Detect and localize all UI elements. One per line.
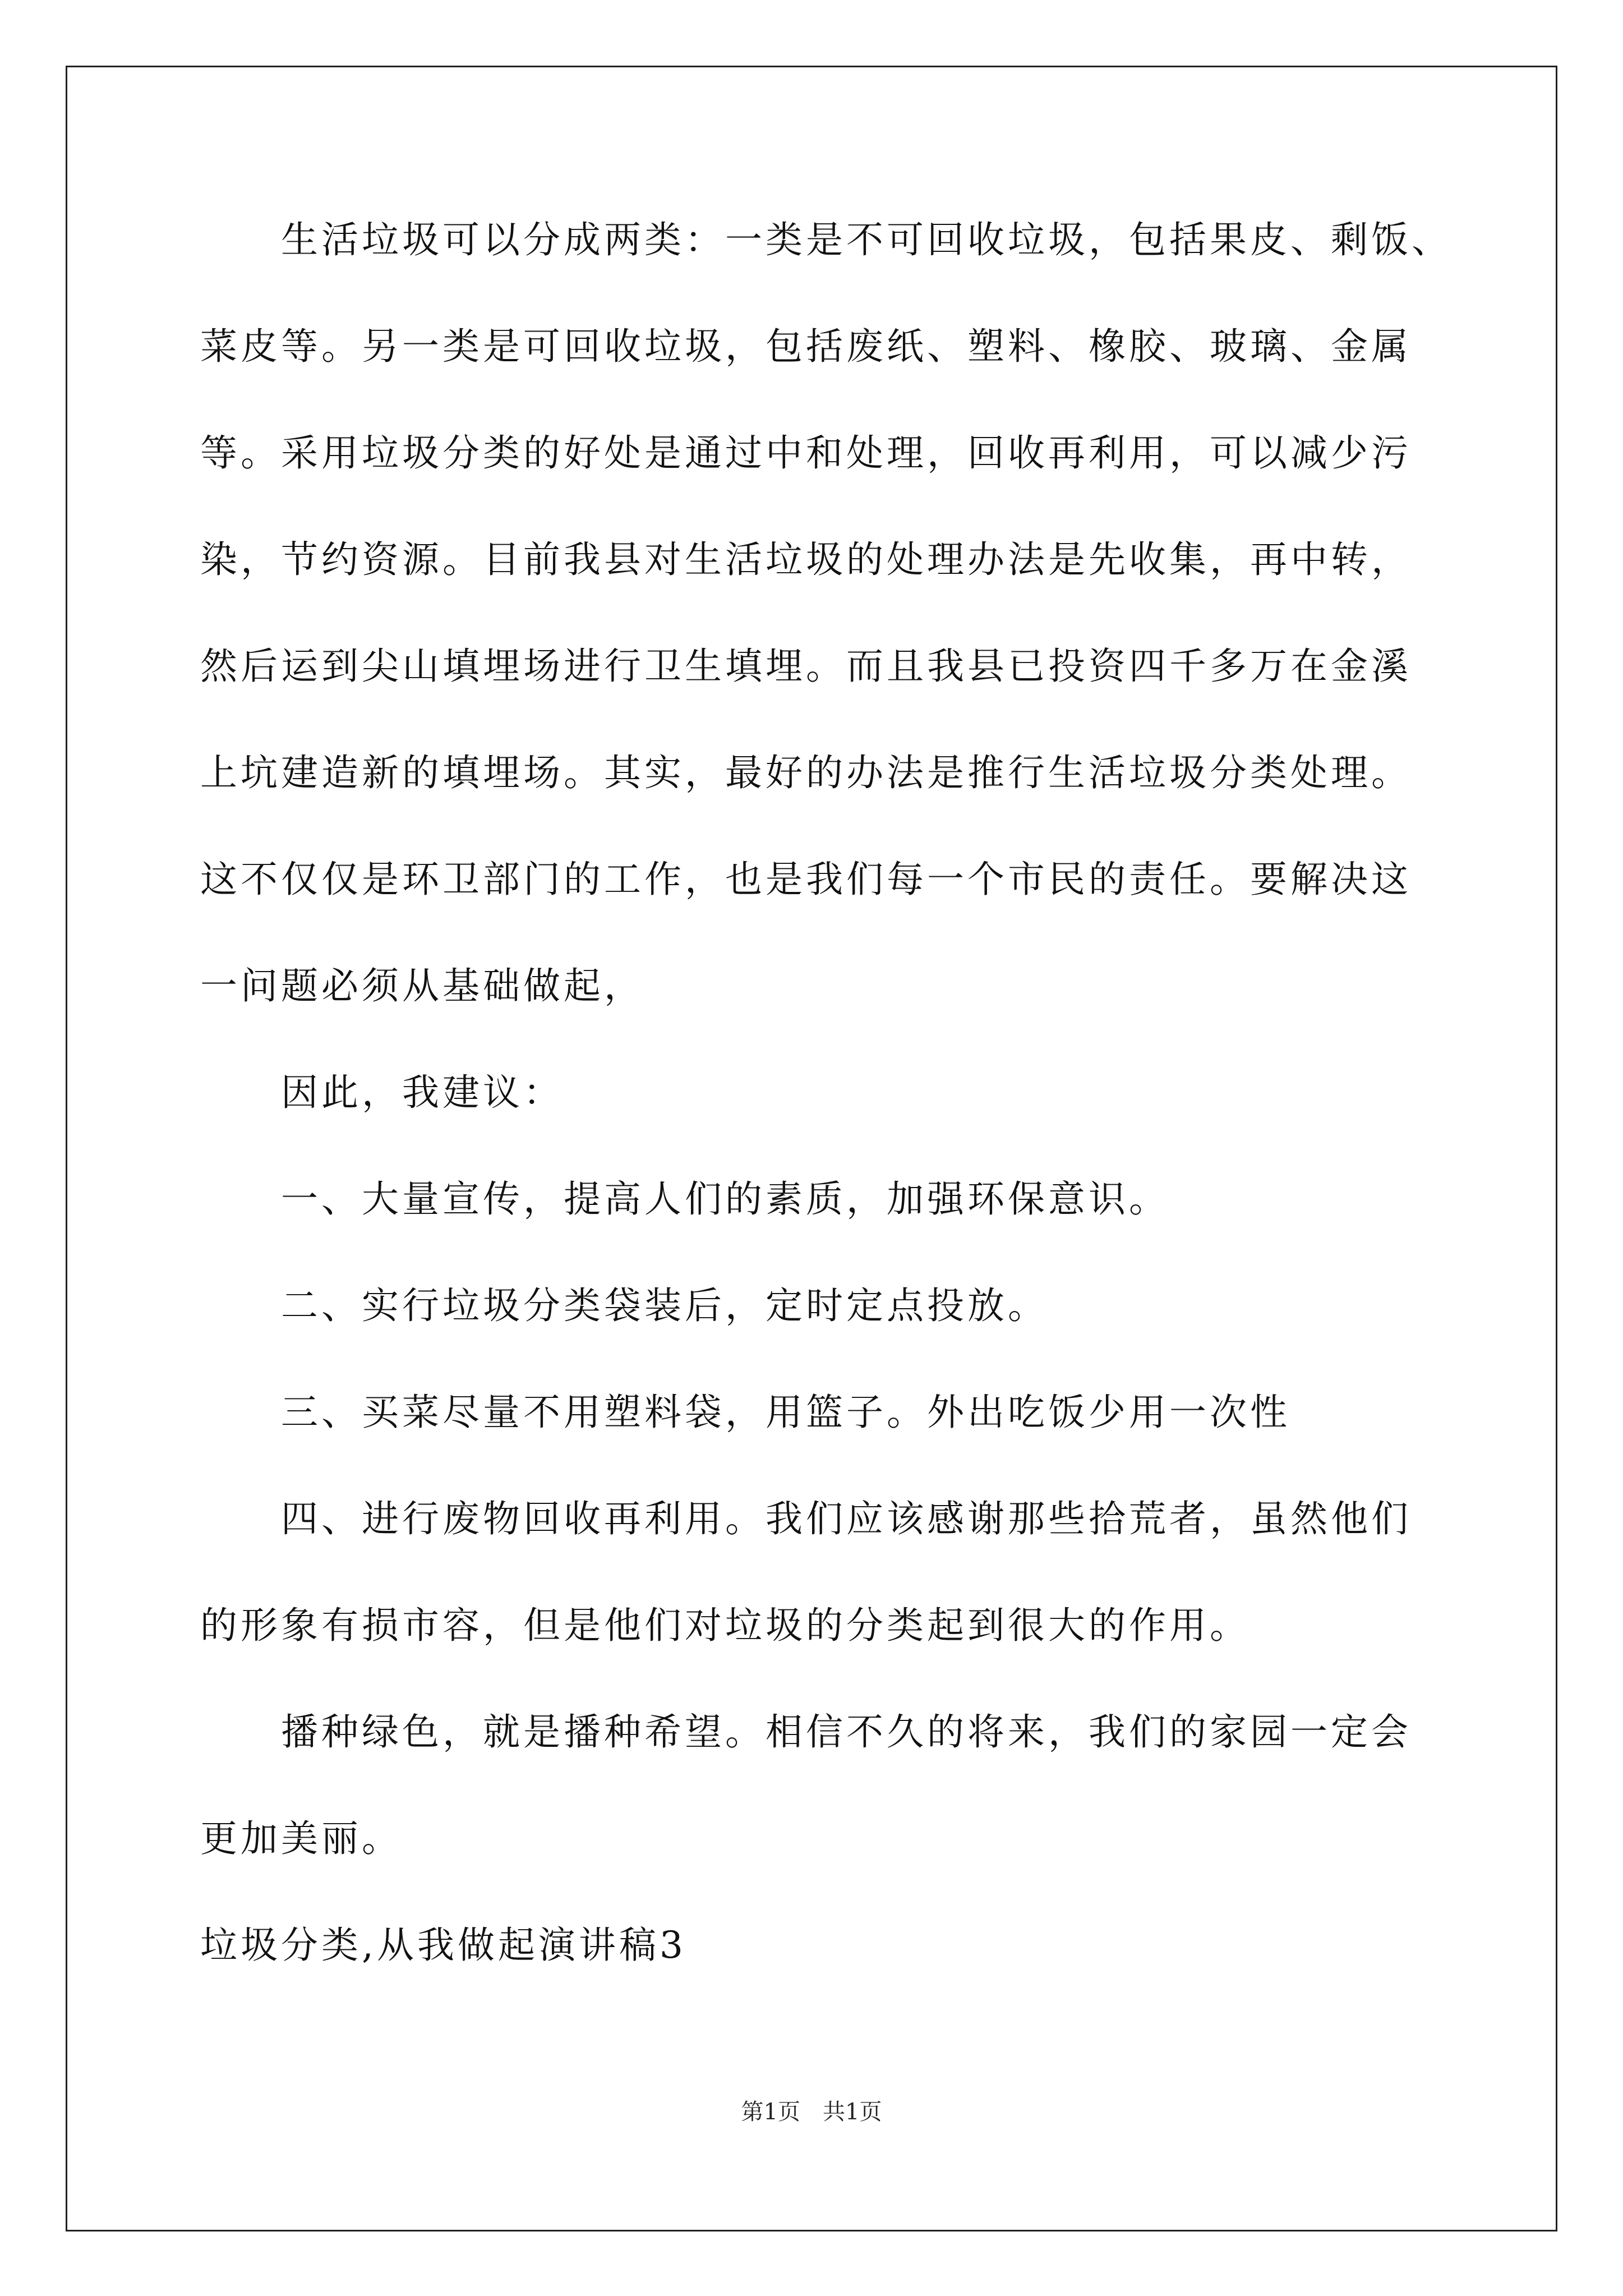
list-item: 三、买菜尽量不用塑料袋，用篮子。外出吃饭少用一次性 xyxy=(200,1391,1290,1434)
paragraph-line: 等。采用垃圾分类的好处是通过中和处理，回收再利用，可以减少污 xyxy=(200,431,1412,475)
paragraph-line: 更加美丽。 xyxy=(200,1817,402,1860)
section-heading: 垃圾分类,从我做起演讲稿3 xyxy=(200,1924,686,1967)
paragraph-line: 菜皮等。另一类是可回收垃圾，包括废纸、塑料、橡胶、玻璃、金属 xyxy=(200,325,1412,368)
paragraph-line: 一问题必须从基础做起， xyxy=(200,964,644,1007)
page-border xyxy=(66,66,1557,2231)
paragraph-line: 染，节约资源。目前我县对生活垃圾的处理办法是先收集，再中转， xyxy=(200,538,1412,581)
list-item: 四、进行废物回收再利用。我们应该感谢那些拾荒者，虽然他们 xyxy=(200,1497,1412,1540)
list-item: 一、大量宣传，提高人们的素质，加强环保意识。 xyxy=(200,1177,1169,1221)
list-item: 二、实行垃圾分类袋装后，定时定点投放。 xyxy=(200,1284,1048,1327)
page-footer: 第1页 共1页 xyxy=(741,2099,882,2125)
paragraph-line: 上坑建造新的填埋场。其实，最好的办法是推行生活垃圾分类处理。 xyxy=(200,751,1412,794)
paragraph-line: 的形象有损市容，但是他们对垃圾的分类起到很大的作用。 xyxy=(200,1604,1250,1647)
paragraph-line: 这不仅仅是环卫部门的工作，也是我们每一个市民的责任。要解决这 xyxy=(200,858,1412,901)
paragraph-line: 生活垃圾可以分成两类：一类是不可回收垃圾，包括果皮、剩饭、 xyxy=(200,218,1452,261)
paragraph-line: 因此，我建议： xyxy=(200,1071,564,1114)
paragraph-line: 然后运到尖山填埋场进行卫生填埋。而且我县已投资四千多万在金溪 xyxy=(200,645,1412,688)
paragraph-line: 播种绿色，就是播种希望。相信不久的将来，我们的家园一定会 xyxy=(200,1710,1412,1754)
